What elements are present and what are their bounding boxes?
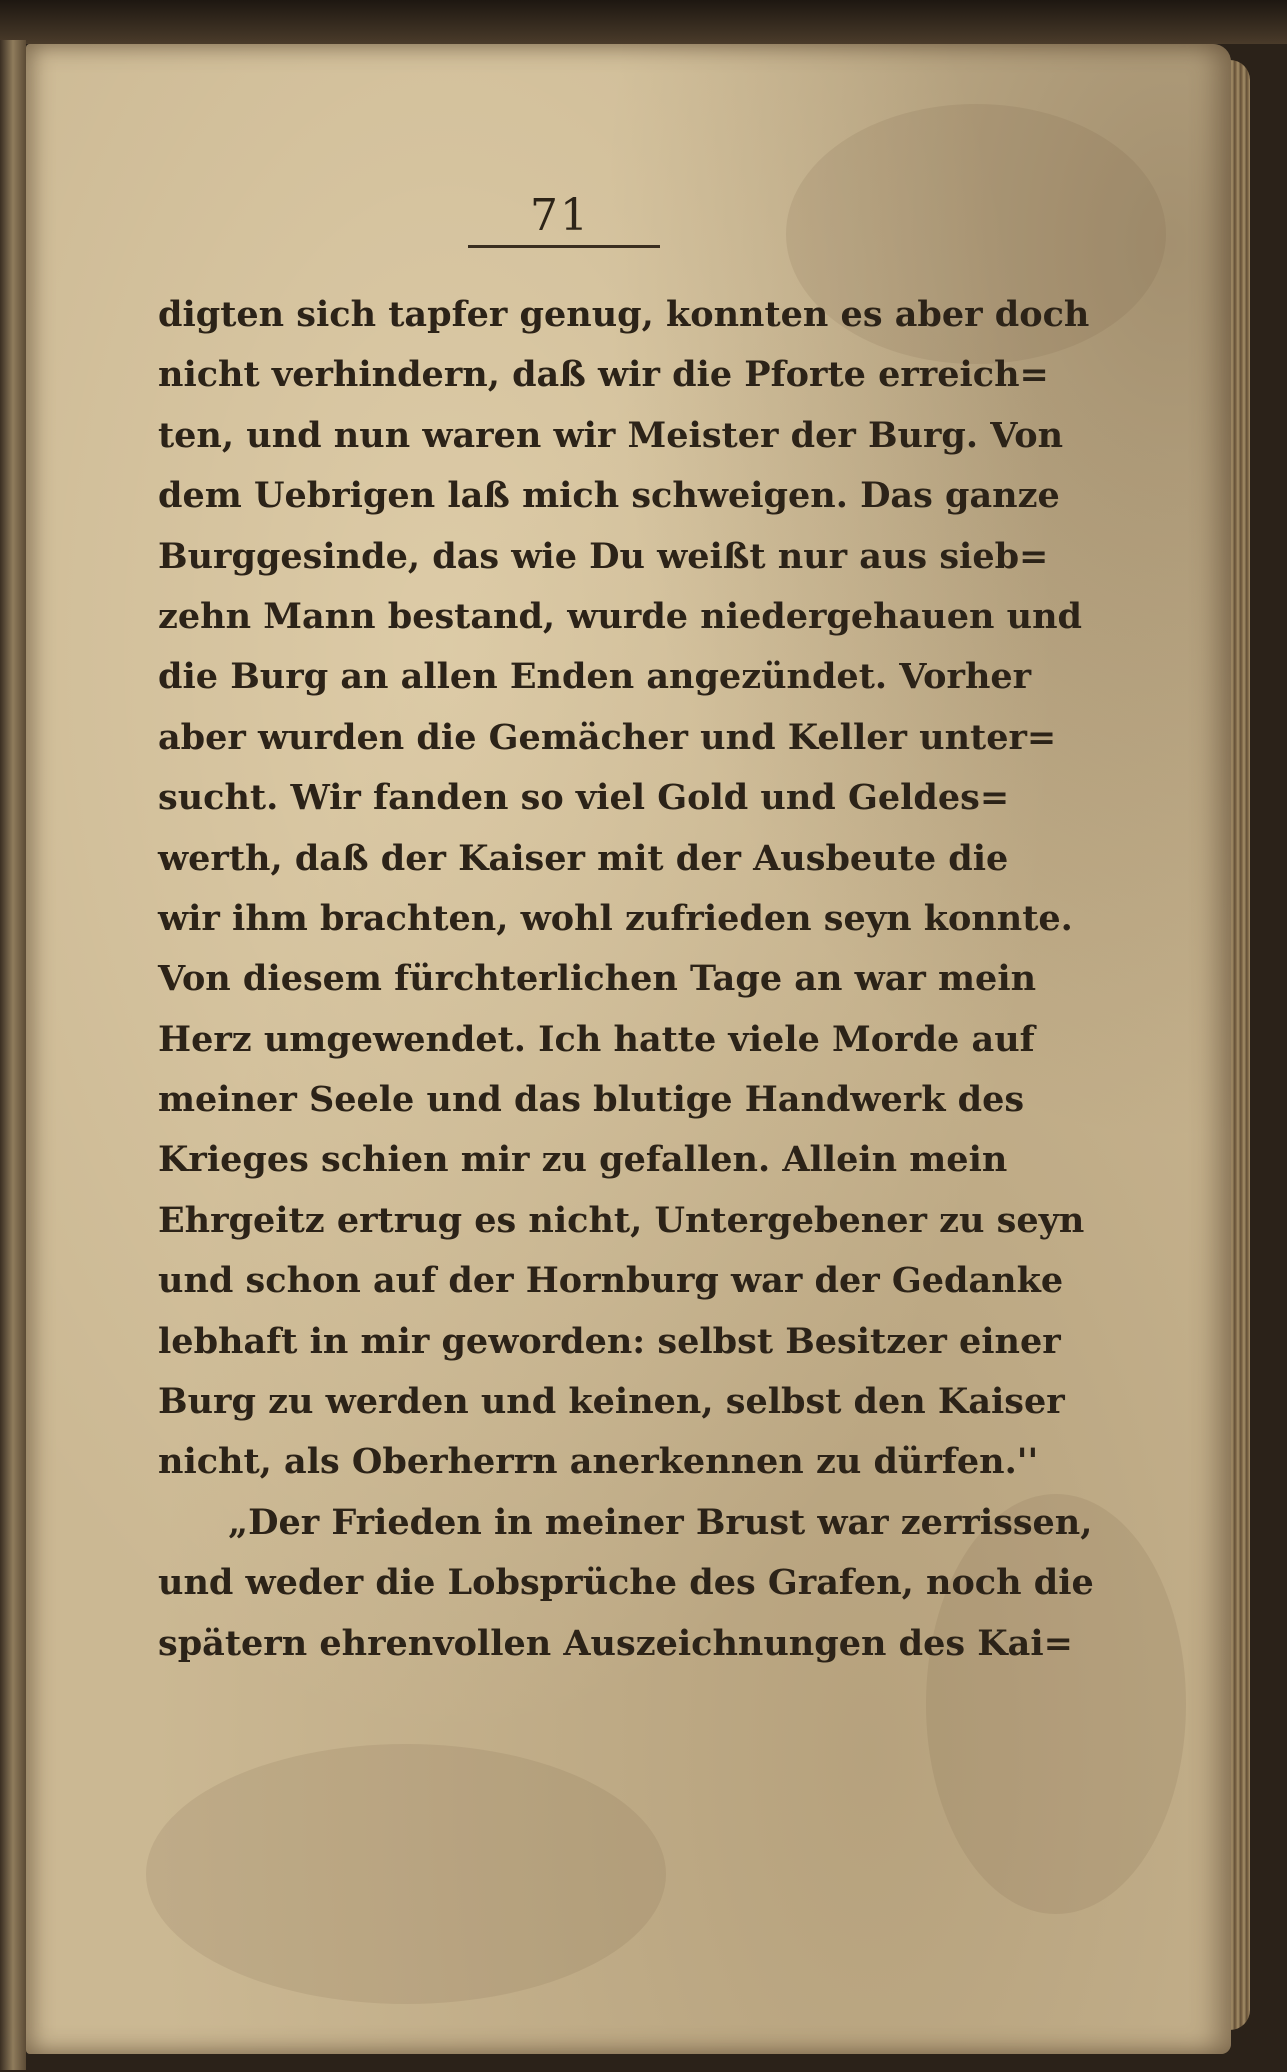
text-line: digten sich tapfer genug, konnten es aber doch bbox=[158, 294, 1090, 335]
text-line: sucht. Wir fanden so viel Gold und Geldes= bbox=[158, 777, 1010, 819]
body-text bbox=[158, 285, 1094, 1674]
text-line: die Burg an allen Enden angezündet. Vorher bbox=[158, 656, 1032, 698]
text-line: zehn Mann bestand, wurde niedergehauen und bbox=[158, 595, 1083, 637]
page-number-rule bbox=[468, 245, 660, 248]
text-line: Herz umgewendet. Ich hatte viele Morde auf bbox=[158, 1018, 1035, 1060]
book-top-edge bbox=[0, 0, 1287, 44]
text-line: wir ihm brachten, wohl zufrieden seyn konnte. bbox=[158, 897, 1073, 939]
text-line: dem Uebrigen laß mich schweigen. Das ganze bbox=[158, 475, 1060, 517]
text-line: Von diesem fürchterlichen Tage an war mein bbox=[158, 958, 1037, 1000]
text-line: und weder die Lobsprüche des Grafen, noch die bbox=[158, 1562, 1094, 1604]
text-line: und schon auf der Hornburg war der Gedanke bbox=[158, 1260, 1064, 1302]
text-line: „Der Frieden in meiner Brust war zerrissen, bbox=[228, 1501, 1093, 1543]
text-line: aber wurden die Gemächer und Keller unter= bbox=[158, 716, 1057, 758]
text-line: nicht, als Oberherrn anerkennen zu dürfen.'' bbox=[158, 1441, 1039, 1483]
text-line: ten, und nun waren wir Meister der Burg. Von bbox=[158, 414, 1064, 456]
text-line: werth, daß der Kaiser mit der Ausbeute die bbox=[158, 837, 1009, 879]
paper-stain bbox=[146, 1744, 666, 2004]
text-line: lebhaft in mir geworden: selbst Besitzer einer bbox=[158, 1320, 1061, 1362]
text-line: Krieges schien mir zu gefallen. Allein mein bbox=[158, 1139, 1008, 1181]
text-line: Ehrgeitz ertrug es nicht, Untergebener zu seyn bbox=[158, 1199, 1085, 1241]
text-line: Burggesinde, das wie Du weißt nur aus sieb= bbox=[158, 535, 1049, 577]
text-line: meiner Seele und das blutige Handwerk des bbox=[158, 1079, 1025, 1121]
page-number: 71 bbox=[530, 190, 590, 241]
text-line: nicht verhindern, daß wir die Pforte erreich= bbox=[158, 354, 1049, 396]
text-line: spätern ehrenvollen Auszeichnungen des Kai= bbox=[158, 1622, 1073, 1664]
text-line: Burg zu werden und keinen, selbst den Kaiser bbox=[158, 1381, 1065, 1423]
facing-page-edge bbox=[0, 40, 26, 2070]
